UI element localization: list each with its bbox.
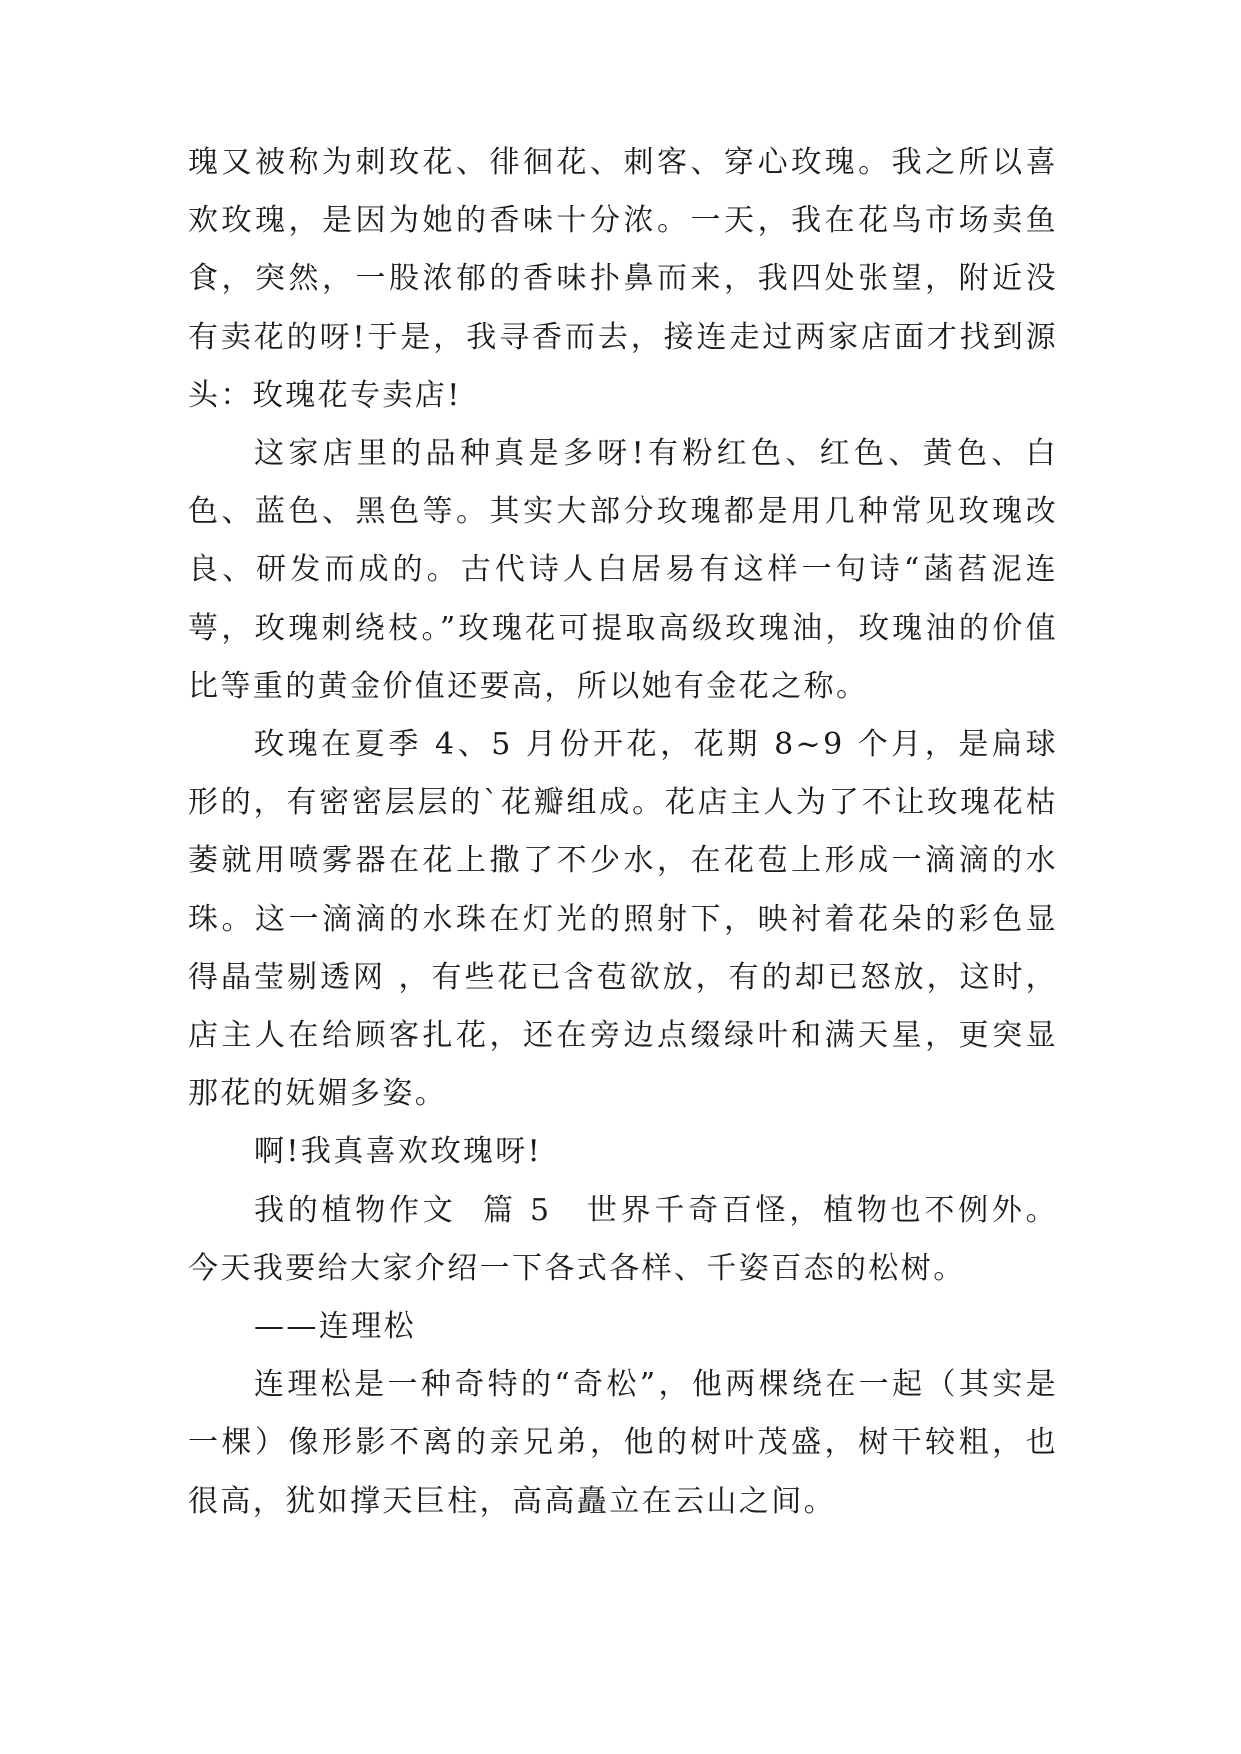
paragraph-lianlisong: 连理松是一种奇特的“奇松”，他两棵绕在一起（其实是一棵）像形影不离的亲兄弟，他的树叶茂盛，树干较粗，也很高，犹如撑天巨柱，高高矗立在云山之间。 (188, 1367, 1058, 1519)
paragraph-roses-intro: 瑰又被称为刺玫花、徘徊花、刺客、穿心玫瑰。我之所以喜欢玫瑰，是因为她的香味十分浓。一天，我在花鸟市场卖鱼食，突然，一股浓郁的香味扑鼻而来，我四处张望，附近没有卖花的呀!于是，我寻香而去，接连走过两家店面才找到源头：玫瑰花专卖店! (188, 145, 1058, 413)
subheading-lianlisong: ——连理松 (254, 1309, 416, 1345)
paragraph-section-5 (188, 1182, 1058, 1298)
paragraph-rose-blooming: 玫瑰在夏季 4、5 月份开花，花期 8~9 个月，是扁球形的，有密密层层的`花瓣组成。花店主人为了不让玫瑰花枯萎就用喷雾器在花上撒了不少水，在花苞上形成一滴滴的水珠。这一滴滴的水珠在灯光的照射下，映衬着花朵的彩色显得晶莹剔透网 ，有些花已含苞欲放，有的却已怒放，这时，店主人在给顾客扎花，还在旁边点缀绿叶和满天星，更突显那花的妩媚多姿。 (188, 727, 1058, 1112)
paragraph-exclamation: 啊!我真喜欢玫瑰呀! (254, 1134, 543, 1170)
paragraph-rose-varieties: 这家店里的品种真是多呀!有粉红色、红色、黄色、白色、蓝色、黑色等。其实大部分玫瑰都是用几种常见玫瑰改良、研发而成的。古代诗人白居易有这样一句诗“菡萏泥连萼，玫瑰刺绕枝。”玫瑰花可提取高级玫瑰油，玫瑰油的价值比等重的黄金价值还要高，所以她有金花之称。 (188, 436, 1058, 704)
section-intro: 世界千奇百怪，植物也不例外。今天我要给大家介绍一下各式各样、千姿百态的松树。 (188, 1192, 1058, 1286)
article-body (188, 134, 1058, 1531)
section-heading: 我的植物作文 篇 5 (254, 1192, 552, 1228)
